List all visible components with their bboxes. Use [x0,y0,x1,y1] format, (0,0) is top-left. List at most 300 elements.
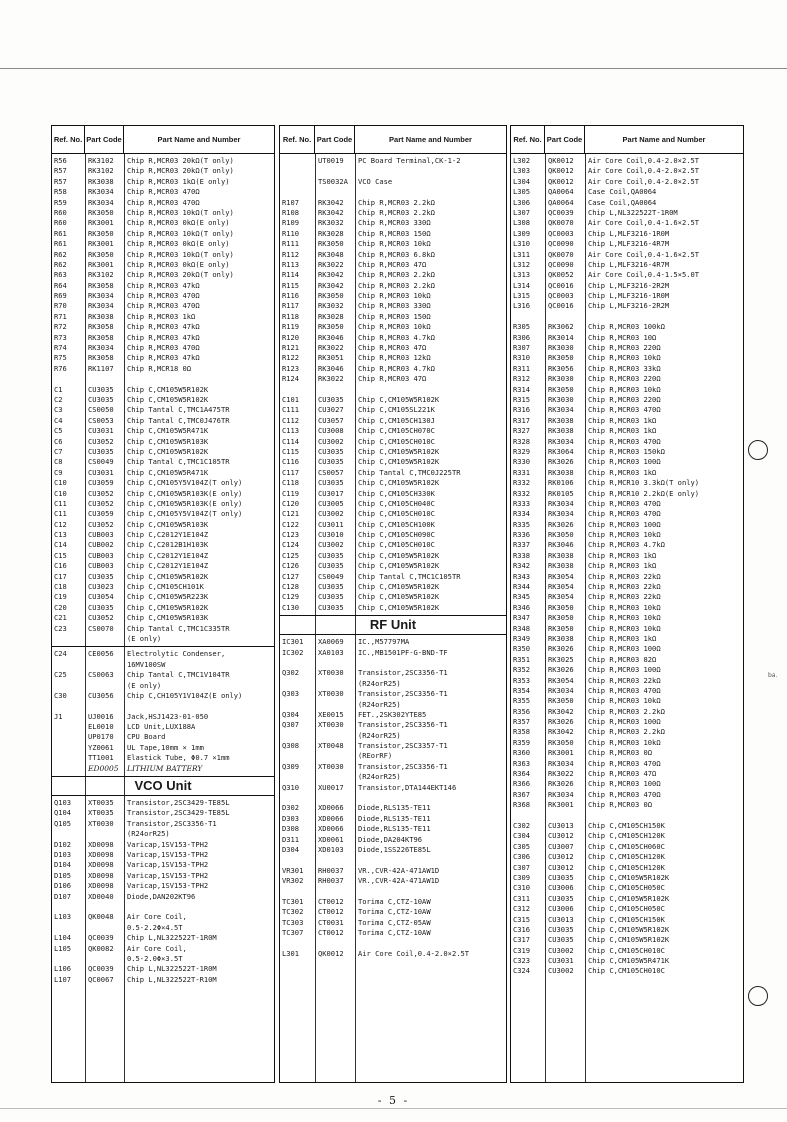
ref-cell: C30 [54,690,67,700]
table-row [280,772,506,782]
header-name: Part Name and Number [622,134,706,144]
name-cell: Chip R,MCR03 470Ω [127,343,200,353]
ref-cell: R333 [513,498,531,508]
table-row [280,540,506,550]
name-cell: Chip C,CH105Y1V104Z(E only) [127,690,243,700]
table-row [511,873,743,883]
code-cell: QC0039 [88,964,114,974]
code-cell [315,679,355,689]
ref-cell: C306 [513,852,531,862]
code-cell: XT0048 [318,741,344,751]
table-row [511,499,743,509]
name-cell: Chip R,MCR03 470Ω [588,685,661,695]
ref-cell: R359 [513,737,531,747]
table-row [280,239,506,249]
code-cell: RK3056 [548,363,574,373]
table-row [511,572,743,582]
name-cell: Transistor,2SC3357-T1 [358,741,448,751]
code-cell: CU3054 [88,592,114,602]
table-row [511,509,743,519]
ref-cell: R117 [282,301,300,311]
ref-cell [52,902,85,912]
ref-cell: R338 [513,550,531,560]
code-cell: XU0017 [318,782,344,792]
table-row [511,457,743,467]
ref-cell: R311 [513,363,531,373]
ref-cell: C1 [54,384,63,394]
section-title-rf: RF Unit [369,617,417,633]
ref-cell: R335 [513,519,531,529]
table-row [280,312,506,322]
table-row [511,717,743,727]
name-cell: Varicap,1SV153-TPH2 [127,870,209,880]
table-row [280,603,506,613]
code-cell: RK3022 [318,374,344,384]
code-cell: XT0030 [318,761,344,771]
ref-cell: C11 [54,509,67,519]
table-row [511,166,743,176]
ref-cell [280,177,315,187]
ref-cell: D308 [282,824,300,834]
name-cell: Torima C,CTZ-05AW [358,917,431,927]
ref-cell [280,887,315,897]
table-row [52,808,274,818]
name-cell: Chip R,MCR03 470Ω [588,436,661,446]
code-cell [315,793,355,803]
table-row [511,281,743,291]
ref-cell [52,660,85,670]
ref-cell: L312 [513,259,531,269]
code-cell: CU3013 [548,821,574,830]
ref-cell: R110 [282,228,300,238]
table-row [52,322,274,332]
code-cell: RK3030 [548,374,574,384]
table-row [52,270,274,280]
name-cell: Chip R,MCR03 470Ω [127,187,200,197]
code-cell: RK3026 [548,779,574,789]
table-row [52,499,274,509]
code-cell: RK3058 [88,353,114,363]
ref-cell: L103 [54,912,72,922]
ref-cell: R75 [54,353,67,363]
ref-cell: C3 [54,405,63,415]
ref-cell: R366 [513,779,531,789]
ref-cell [511,312,545,322]
code-cell: CU3035 [548,872,574,882]
ref-cell: R76 [54,363,67,373]
code-cell: CU3035 [88,602,114,612]
table-row [52,933,274,943]
ref-cell: D103 [54,850,72,859]
code-cell: RK3050 [88,249,114,259]
code-cell: RK3034 [88,343,114,353]
name-cell: Chip C,CM105CH010C [588,945,665,955]
table-row [280,668,506,678]
table-row [511,229,743,239]
table-row [280,855,506,865]
ref-cell: R62 [54,249,67,259]
ref-cell: R342 [513,561,531,571]
name-cell: Chip C,C2012B1H103K [127,540,209,550]
name-cell [355,855,506,865]
name-cell: Varicap,1SV153-TPH2 [127,860,209,870]
ref-cell: C310 [513,883,531,893]
name-cell: Chip R,MCR03 4.7kΩ [588,540,665,550]
code-cell: CUB003 [88,550,114,560]
code-cell: QK0070 [548,218,574,228]
ref-cell: C302 [513,821,531,830]
code-cell: RK3038 [548,561,574,571]
table-row [52,312,274,322]
table-row [511,592,743,602]
code-cell: RK3050 [548,623,574,633]
name-cell: Chip R,MCR03 100Ω [588,665,661,675]
code-cell: RK3034 [548,789,574,799]
ref-cell: D104 [54,860,72,870]
name-cell: Chip R,MCR03 2.2kΩ [358,207,435,217]
name-cell [355,385,506,395]
ref-cell: R314 [513,384,531,394]
table-row [280,897,506,907]
code-cell: RK3038 [88,176,114,186]
table-row [52,732,274,742]
name-cell: Chip R,MCR03 22kΩ [588,592,661,602]
table-row [280,426,506,436]
table-row [511,904,743,914]
ref-cell: C20 [54,602,67,612]
code-cell: RK3051 [318,353,344,363]
table-row [52,902,274,912]
table-row [280,395,506,405]
code-cell: CU3057 [318,415,344,425]
name-cell: Chip Tantal C,TMC1A475TR [127,405,230,415]
table-row [511,520,743,530]
table-row [52,701,274,711]
name-cell: Chip C,CM105CH090C [358,530,435,540]
code-cell: QK0012 [318,948,344,958]
table-row [280,592,506,602]
ref-cell: C15 [54,550,67,560]
code-cell: RK3026 [548,457,574,467]
name-cell: Chip R,MCR03 100kΩ [588,322,665,332]
ref-cell: C7 [54,446,63,456]
ref-cell: D304 [282,845,300,854]
code-cell: RK3102 [88,156,114,165]
table-row [280,866,506,876]
name-cell: Chip C,CM105W5R471K [127,467,209,477]
name-cell: Chip R,MCR03 2.2kΩ [358,270,435,280]
code-cell [315,772,355,782]
code-cell: RK3038 [548,467,574,477]
name-cell: Chip Tantal C,TMC0J476TR [127,415,230,425]
ref-cell: R367 [513,789,531,799]
code-cell: CUB003 [88,530,114,540]
name-cell: Chip R,MCR03 1kΩ [588,467,657,477]
code-cell: QC0016 [548,301,574,311]
table-row [511,561,743,571]
name-cell: Chip R,MCR03 10kΩ(T only) [127,249,234,259]
name-cell: Chip C,CM105CH130J [358,415,435,425]
table-row [511,156,743,166]
ref-cell: C8 [54,457,63,467]
table-row [280,447,506,457]
table-row [280,835,506,845]
ref-cell: R327 [513,426,531,436]
ref-cell: R357 [513,717,531,727]
table-row [511,655,743,665]
name-cell: Chip R,MCR03 330Ω [358,301,431,311]
ref-cell: D302 [282,803,300,813]
ref-cell: C126 [282,561,300,571]
table-row [511,187,743,197]
code-cell: CS0057 [318,467,344,477]
table-row [52,798,274,808]
table-row [511,883,743,893]
ref-cell: R355 [513,696,531,706]
table-row [280,499,506,509]
table-header [280,126,506,154]
name-cell: VR.,CVR-42A-471AW1D [358,865,440,875]
table-row [511,177,743,187]
code-cell: XT0030 [318,668,344,678]
ref-cell: D105 [54,870,72,880]
code-cell [85,701,124,711]
ref-cell: Q304 [282,709,300,719]
ref-cell: C9 [54,467,63,477]
ref-cell: C13 [54,530,67,540]
table-row [511,551,743,561]
name-cell: Chip R,MCR03 470Ω [588,405,661,415]
code-cell: XT0035 [88,808,114,818]
table-row [511,790,743,800]
table-row [511,478,743,488]
table-row [280,509,506,519]
table-row [511,863,743,873]
ref-cell: L313 [513,270,531,280]
name-cell: Chip R,MCR03 470Ω [588,498,661,508]
table-row [511,333,743,343]
ref-cell: C316 [513,924,531,934]
code-cell: RK3046 [318,363,344,373]
ref-cell: L310 [513,239,531,249]
name-cell: Chip R,MCR03 1kΩ [588,633,657,643]
code-cell: XD0098 [88,850,114,859]
name-cell: CPU Board [127,732,166,742]
name-cell: Elastick Tube, Φ0.7 ×1mm [127,753,230,763]
ref-cell: C10 [54,488,67,498]
name-cell: Transistor,2SC3356-T1 [358,689,448,699]
code-cell: QK0012 [548,166,574,176]
table-row [280,710,506,720]
table-row [52,923,274,933]
ref-cell: C4 [54,415,63,425]
code-cell: XE0015 [318,709,344,719]
ref-cell: R116 [282,291,300,301]
code-cell: CU3052 [88,488,114,498]
code-cell [315,187,355,197]
ref-cell: Q104 [54,808,72,818]
table-row [511,250,743,260]
code-cell: RK3030 [548,394,574,404]
table-row [280,281,506,291]
table-row [511,613,743,623]
ref-cell: C12 [54,519,67,529]
table-row [52,850,274,860]
table-row [280,907,506,917]
ref-cell: R72 [54,322,67,332]
name-cell: Chip R,MCR03 470Ω [588,789,661,799]
name-cell: Chip C,CM105CH010C [358,509,435,519]
name-cell: (R24orR25) [358,699,401,709]
code-cell: QK0082 [88,943,114,953]
ref-cell [280,385,315,395]
table-row [52,860,274,870]
code-cell [85,902,124,912]
ref-cell: C113 [282,426,300,436]
name-cell: Case Coil,QA0064 [588,197,657,207]
ref-cell: R57 [54,166,67,176]
ref-cell: R121 [282,343,300,353]
code-cell: RK3050 [548,530,574,540]
name-cell [355,793,506,803]
name-cell: Chip R,MCR03 10kΩ [588,696,661,706]
ref-cell [280,939,315,949]
ref-cell: C10 [54,478,67,488]
ref-cell [52,374,85,384]
code-cell: CU3017 [318,488,344,498]
table-row [52,881,274,891]
name-cell: Chip R,MCR03 10kΩ [358,322,431,332]
code-cell: CU3012 [548,852,574,862]
table-row [511,821,743,831]
header-ref: Ref. No. [52,126,85,153]
ref-cell: R354 [513,685,531,695]
code-cell: RK3026 [548,644,574,654]
name-cell: Chip R,MCR03 10kΩ [588,613,661,623]
code-cell: RK3038 [548,426,574,436]
code-cell: CU3012 [548,831,574,841]
name-cell: Chip Tantal C,TMC0J225TR [358,467,461,477]
code-cell: CU3059 [88,509,114,519]
name-cell: Chip L,MLF3216-2R2M [588,301,670,311]
name-cell: Chip R,MCR03 10kΩ [588,623,661,633]
ref-cell [280,187,315,197]
part-list [52,156,274,644]
table-row [280,229,506,239]
code-cell: QK0070 [548,249,574,259]
name-cell: Chip C,CM105W5R102K [358,602,440,612]
handwritten-name: LITHIUM BATTERY [127,763,203,773]
code-cell: CUB003 [88,561,114,571]
table-row [280,416,506,426]
ref-cell: C19 [54,592,67,602]
table-row [52,975,274,985]
code-cell: CU3002 [548,945,574,955]
table-row [280,783,506,793]
name-cell: Transistor,2SC3429-TE85L [127,798,230,808]
table-row [280,156,506,166]
code-cell: CU3052 [88,519,114,529]
table-row [280,949,506,959]
name-cell [585,312,743,322]
ref-cell: R337 [513,540,531,550]
ref-cell: C123 [282,530,300,540]
table-row [52,260,274,270]
name-cell: Chip C,CM105Y5V104Z(T only) [127,478,243,488]
name-cell: Chip C,CM105W5R102K [358,457,440,467]
ref-cell: R316 [513,405,531,415]
code-cell: CU3027 [318,405,344,415]
ref-cell: C112 [282,415,300,425]
ref-cell: R351 [513,654,531,664]
name-cell: Chip C,CM105CH060C [588,841,665,851]
ref-cell: L315 [513,291,531,301]
ref-cell: C21 [54,613,67,623]
table-row [511,624,743,634]
table-row [511,831,743,841]
name-cell: Transistor,2SC3429-TE85L [127,808,230,818]
code-cell: RK3058 [88,322,114,332]
table-row [52,187,274,197]
name-cell: Air Core Coil,0.4-2.0×2.5T [588,156,700,165]
ref-cell: C18 [54,582,67,592]
ref-cell: R356 [513,706,531,716]
code-cell: XD0061 [318,834,344,844]
table-row [511,447,743,457]
table-row [52,395,274,405]
table-row [280,814,506,824]
ref-cell: L105 [54,943,72,953]
code-cell: QK0048 [88,912,114,922]
table-row [52,457,274,467]
code-cell: RK3062 [548,322,574,332]
name-cell: Chip R,MCR03 100Ω [588,519,661,529]
code-cell: RK3034 [548,509,574,519]
name-cell: Chip C,CM105W5R103K [127,613,209,623]
code-cell: YZ0061 [88,742,114,752]
name-cell: Chip R,MCR03 2.2kΩ [358,197,435,207]
table-row [511,343,743,353]
table-header [511,126,743,154]
table-row [52,871,274,881]
ref-cell [52,722,85,732]
name-cell: Chip C,CM105W5R471K [127,426,209,436]
table-row [280,762,506,772]
name-cell: Chip R,MCR03 220Ω [588,343,661,353]
name-cell: Chip C,CM105W5R103K(E only) [127,498,243,508]
table-row [511,956,743,966]
code-cell: RK3042 [318,207,344,217]
code-cell: XA0069 [318,637,344,647]
name-cell: Air Core Coil,0.4-1.5×5.0T [588,270,700,280]
name-cell: Chip C,CM105CH010C [588,966,665,976]
ref-cell: C23 [54,623,67,633]
table-row [52,572,274,582]
name-cell: Chip R,MCR03 2.2kΩ [358,280,435,290]
name-cell: Chip C,CM105W5R223K [127,592,209,602]
ref-cell: C315 [513,914,531,924]
ref-cell: C111 [282,405,300,415]
ref-cell: L311 [513,249,531,259]
ref-cell: L304 [513,176,531,186]
code-cell: CU3002 [318,509,344,519]
handwritten-code: ED0005 [88,763,119,773]
code-cell: RK3102 [88,270,114,280]
ref-cell: R312 [513,374,531,384]
ref-cell: C128 [282,582,300,592]
name-cell: Varicap,1SV153-TPH2 [127,881,209,891]
name-cell: Chip C,CM105CH120K [588,831,665,841]
